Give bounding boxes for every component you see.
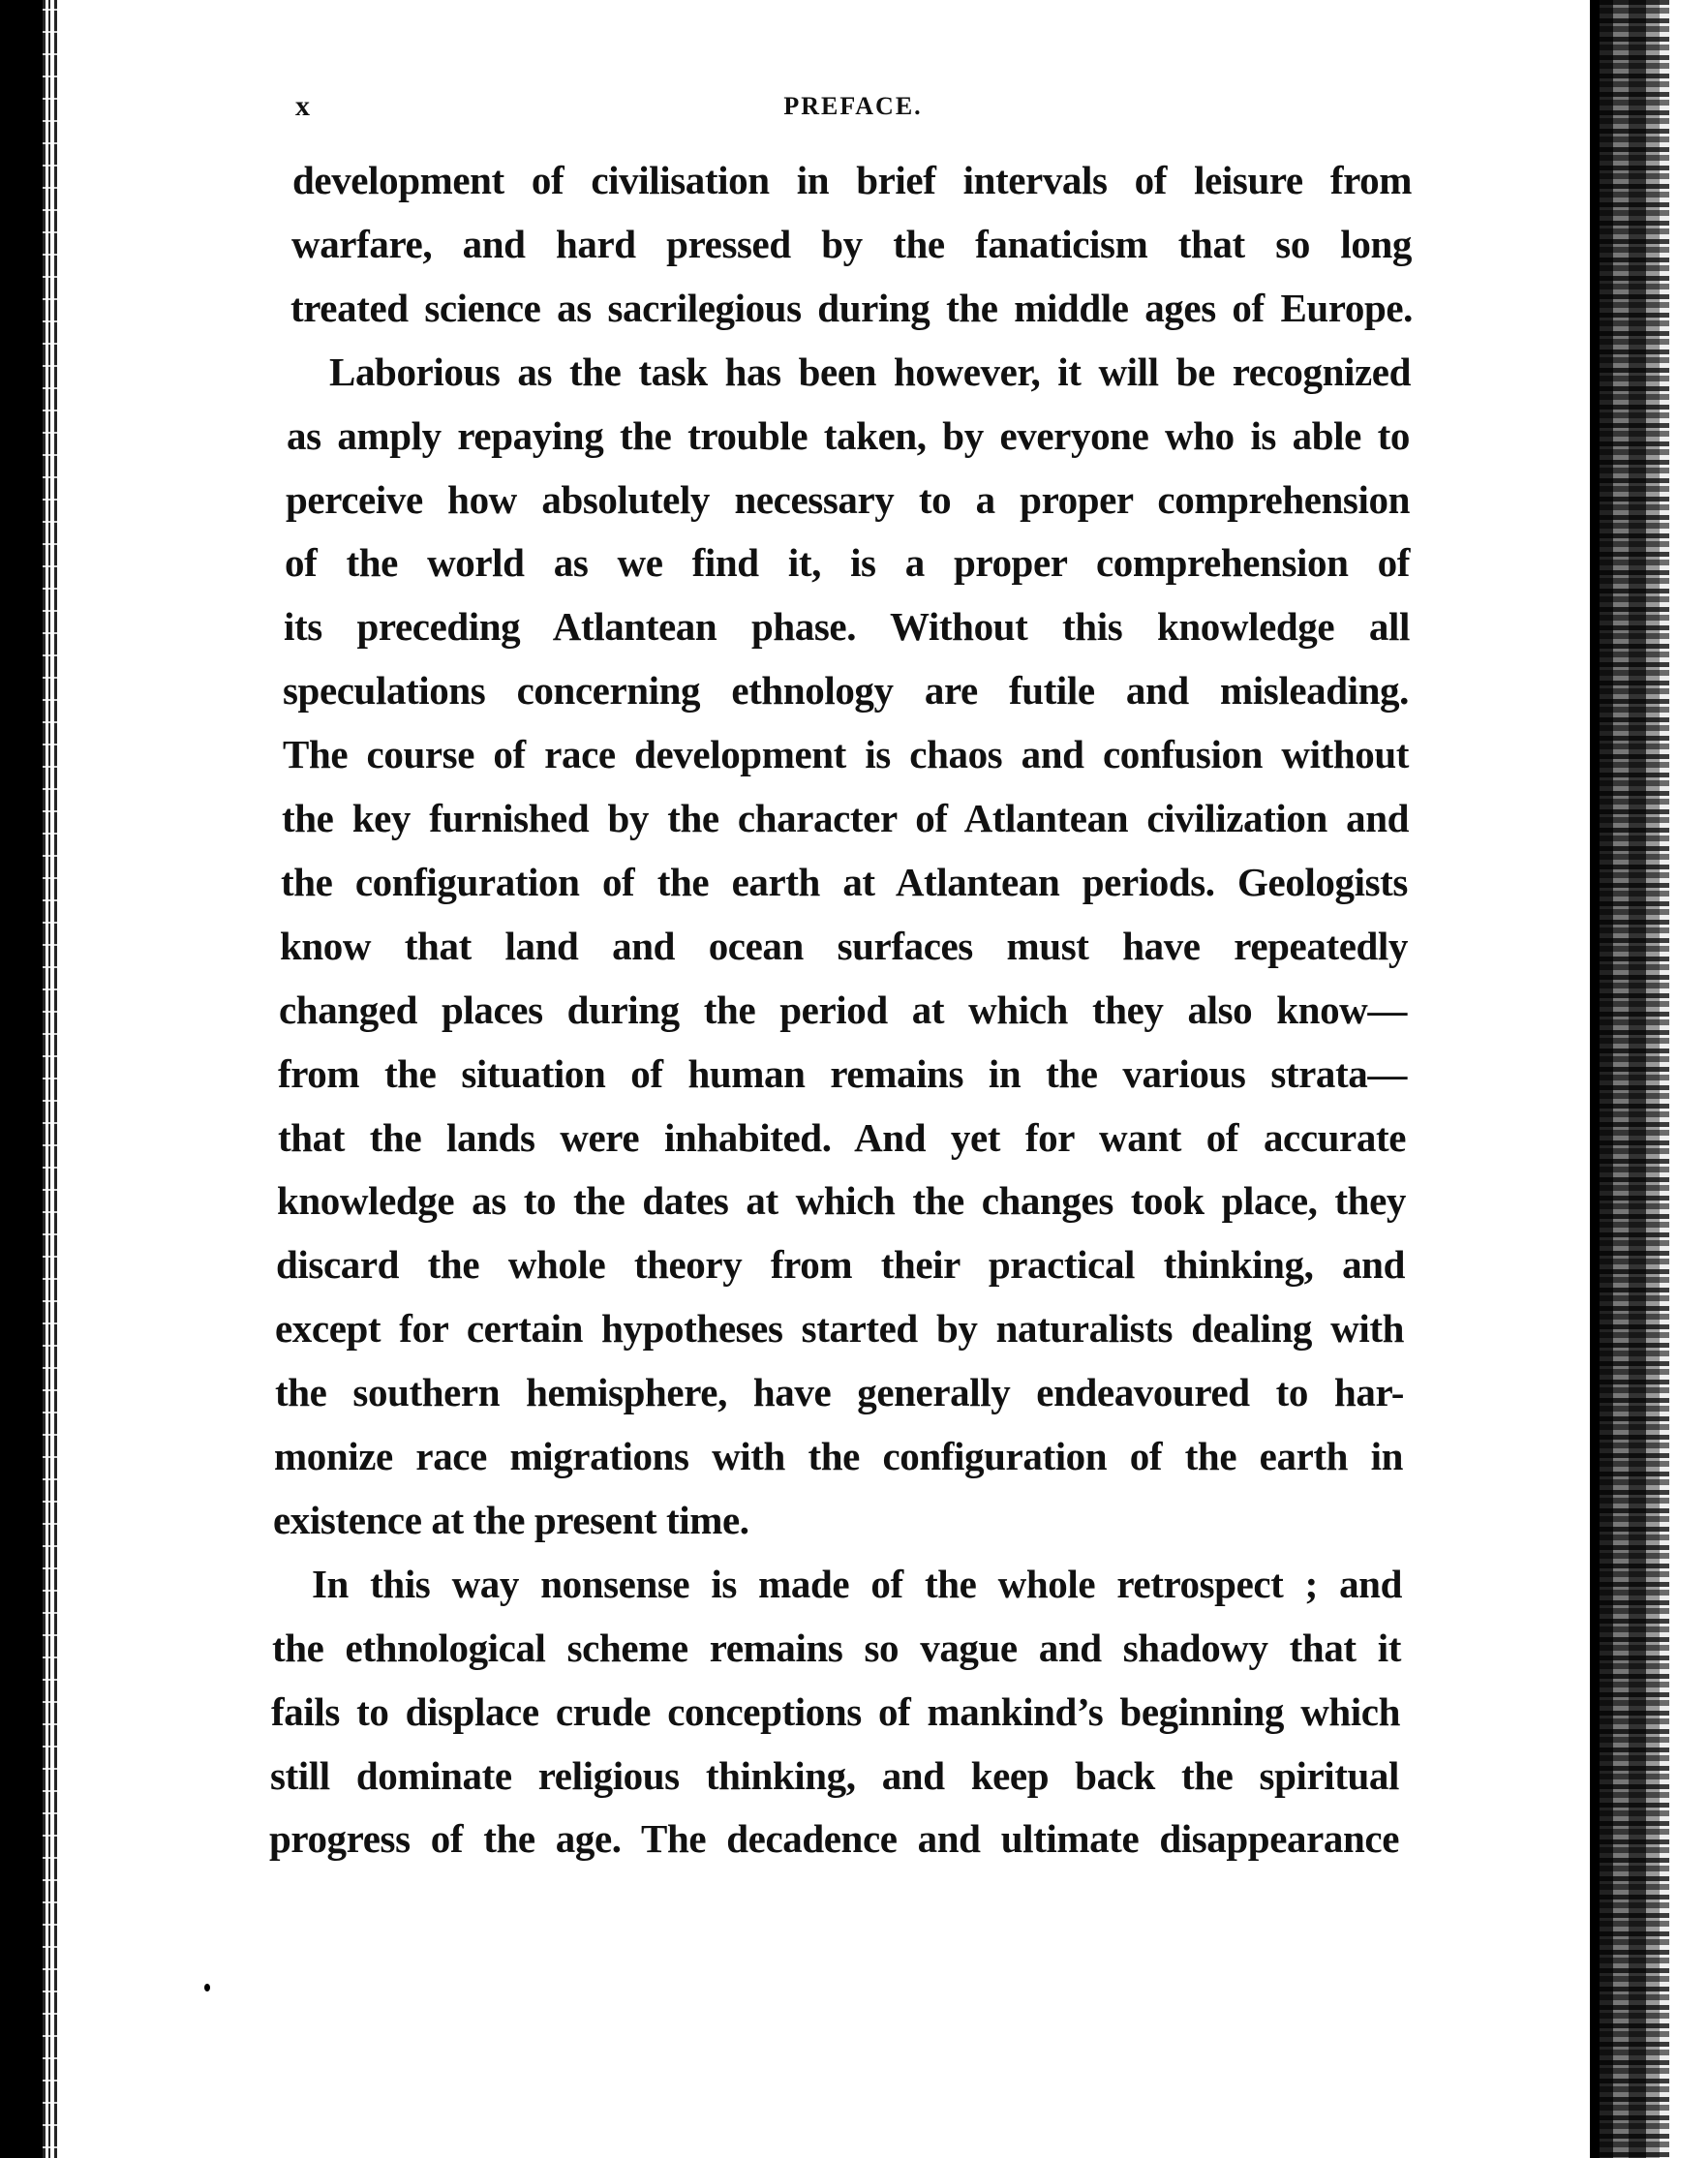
- text-line-content: knowledge as to the dates at which the changes took place, they: [277, 1178, 1406, 1223]
- text-line: [290, 276, 1413, 340]
- text-line: [272, 1616, 1401, 1680]
- text-line: [285, 531, 1410, 594]
- text-line-content: the key furnished by the character of Atlantean civilization and: [282, 796, 1409, 840]
- text-line-content: of the world as we find it, is a proper comprehension of: [285, 540, 1410, 585]
- text-line: [278, 1042, 1407, 1106]
- text-line-content: the southern hemisphere, have generally endeavoured to har-: [275, 1370, 1404, 1414]
- text-line: [286, 468, 1410, 532]
- text-line: [277, 1169, 1406, 1232]
- text-line: [284, 594, 1410, 658]
- text-line-content: from the situation of human remains in the various strata—: [278, 1051, 1407, 1096]
- text-line: [275, 1296, 1404, 1360]
- text-line: [274, 1424, 1403, 1488]
- text-line-content: know that land and ocean surfaces must have repeatedly: [280, 924, 1408, 968]
- text-line-content: still dominate religious thinking, and keep back the spiritual: [270, 1753, 1399, 1798]
- page-number: x: [295, 90, 310, 122]
- text-line-content: The course of race development is chaos and confusion without: [283, 732, 1409, 776]
- text-line: [283, 658, 1409, 722]
- text-line: [280, 914, 1408, 978]
- text-line: [312, 1552, 1402, 1616]
- scan-left-edge-streaks: [43, 0, 64, 2158]
- text-line-content: progress of the age. The decadence and ultimate disappearance: [269, 1816, 1399, 1861]
- text-line-content: fails to displace crude conceptions of mankind’s beginning which: [271, 1689, 1400, 1734]
- text-line-content: that the lands were inhabited. And yet for want of accurate: [278, 1115, 1406, 1160]
- text-line-content: the ethnological scheme remains so vague and shadowy that it: [272, 1626, 1401, 1670]
- text-line: [329, 340, 1411, 404]
- text-line: [283, 722, 1409, 786]
- text-line: existence at the present time.: [273, 1498, 749, 1542]
- running-head-title: PREFACE.: [783, 92, 923, 120]
- scan-left-binding-shadow: [0, 0, 43, 2158]
- text-line-content: In this way nonsense is made of the whole retrospect ; and: [312, 1562, 1402, 1606]
- text-line: [276, 1232, 1405, 1296]
- text-line-content: speculations concerning ethnology are futile and misleading.: [283, 668, 1409, 713]
- scan-right-page-edge: [1590, 0, 1669, 2158]
- text-line: [281, 850, 1408, 914]
- text-line-content: development of civilisation in brief intervals of leisure from: [292, 158, 1412, 202]
- text-line-content: monize race migrations with the configuration of the earth in: [274, 1434, 1403, 1478]
- text-line-content: as amply repaying the trouble taken, by everyone who is able to: [287, 413, 1410, 458]
- text-line: [282, 786, 1409, 850]
- text-line: [275, 1360, 1404, 1424]
- text-line-content: changed places during the period at which they also know—: [279, 988, 1407, 1032]
- text-line: [279, 978, 1407, 1042]
- text-line: [269, 1807, 1399, 1870]
- text-line: [291, 212, 1412, 276]
- text-line-content: its preceding Atlantean phase. Without this knowledge all: [284, 604, 1410, 649]
- text-line-content: Laborious as the task has been however, it will be recognized: [329, 350, 1411, 394]
- text-line-content: discard the whole theory from their practical thinking, and: [276, 1242, 1405, 1287]
- text-line: [287, 404, 1410, 468]
- running-head: [0, 92, 1708, 121]
- text-line-content: perceive how absolutely necessary to a proper comprehension: [286, 477, 1410, 522]
- text-line-content: the configuration of the earth at Atlantean periods. Geologists: [281, 860, 1408, 904]
- scan-speck: [204, 1984, 210, 1991]
- text-line-content: treated science as sacrilegious during the middle ages of Europe.: [290, 286, 1413, 330]
- text-line: [270, 1744, 1399, 1808]
- text-line: [271, 1680, 1400, 1744]
- text-line-content: except for certain hypotheses started by naturalists dealing with: [275, 1306, 1404, 1351]
- text-line-content: warfare, and hard pressed by the fanaticism that so long: [291, 222, 1412, 266]
- text-line: [278, 1106, 1406, 1170]
- text-line: [292, 148, 1412, 212]
